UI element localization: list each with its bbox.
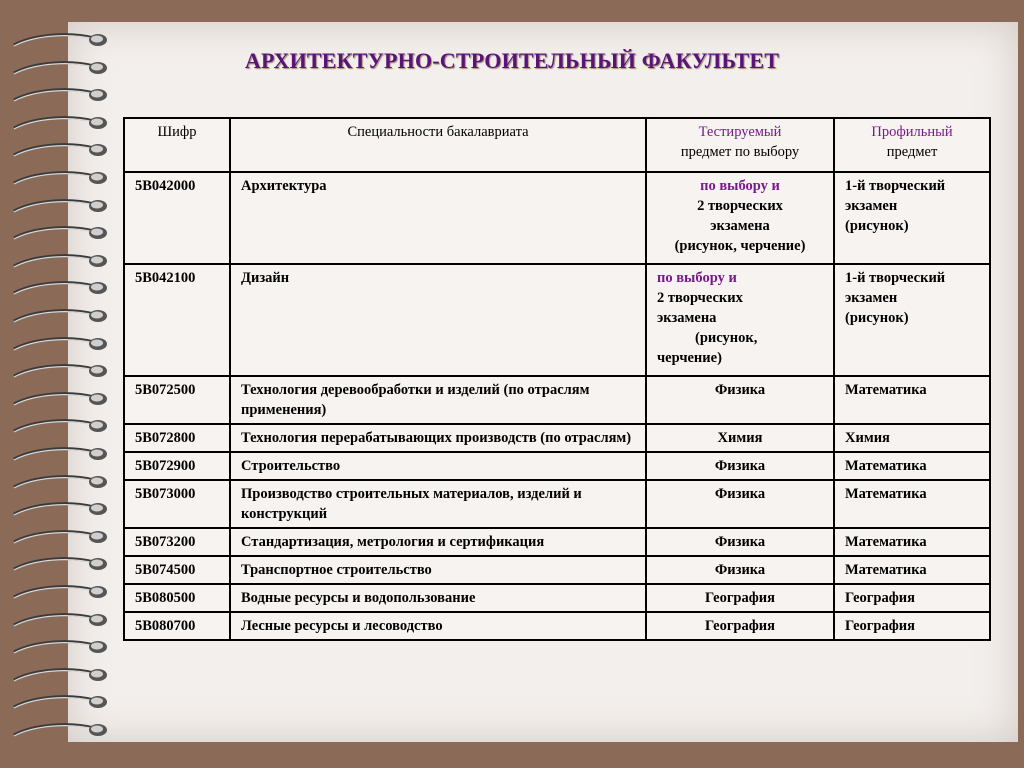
spiral-ring-icon [10, 140, 110, 162]
row-profile: Математика [834, 556, 990, 584]
row-profile: Математика [834, 376, 990, 424]
spiral-ring-icon [10, 113, 110, 135]
profile-line: 1-й творческий [845, 270, 946, 286]
spiral-ring-icon [10, 168, 110, 190]
spiral-ring-icon [10, 582, 110, 604]
spiral-ring-icon [10, 278, 110, 300]
table-row [124, 424, 990, 452]
row-profile [834, 264, 990, 376]
spiral-ring-icon [10, 499, 110, 521]
spiral-ring-icon [10, 389, 110, 411]
row-name: Лесные ресурсы и лесоводство [230, 612, 646, 640]
profile-line: 1-й творческий [845, 178, 946, 194]
row-tested: Физика [646, 452, 834, 480]
row-name: Архитектура [230, 172, 646, 264]
table-header-row [124, 118, 990, 172]
specialties-table [123, 117, 991, 641]
table-row [124, 584, 990, 612]
spiral-ring-icon [10, 444, 110, 466]
spiral-ring-icon [10, 610, 110, 632]
spiral-ring-icon [10, 527, 110, 549]
spiral-ring-icon [10, 196, 110, 218]
header-profile-line1: Профильный [871, 124, 953, 140]
row-name: Технология перерабатывающих производств (по отраслям) [230, 424, 646, 452]
row-profile: Математика [834, 480, 990, 528]
row-profile: Химия [834, 424, 990, 452]
tested-line: (рисунок, черчение) [674, 238, 806, 254]
header-tested-line2: предмет по выбору [680, 144, 800, 160]
header-tested [646, 118, 834, 172]
row-tested: География [646, 612, 834, 640]
row-code: 5B042000 [124, 172, 230, 264]
tested-line: экзамена [657, 310, 717, 326]
row-code: 5B080500 [124, 584, 230, 612]
row-name: Технология деревообработки и изделий (по отраслям применения) [230, 376, 646, 424]
table-row [124, 452, 990, 480]
row-name: Водные ресурсы и водопользование [230, 584, 646, 612]
profile-line: (рисунок) [845, 218, 909, 234]
row-profile: Математика [834, 452, 990, 480]
row-tested: Физика [646, 480, 834, 528]
row-tested [646, 172, 834, 264]
spiral-ring-icon [10, 306, 110, 328]
row-code: 5B072900 [124, 452, 230, 480]
row-code: 5B073000 [124, 480, 230, 528]
row-code: 5B073200 [124, 528, 230, 556]
row-code: 5B072500 [124, 376, 230, 424]
table-row [124, 376, 990, 424]
row-profile [834, 172, 990, 264]
row-code: 5B072800 [124, 424, 230, 452]
table-row [124, 480, 990, 528]
row-name: Строительство [230, 452, 646, 480]
tested-line: (рисунок, [695, 330, 758, 346]
spiral-ring-icon [10, 554, 110, 576]
tested-line: экзамена [710, 218, 770, 234]
tested-line: черчение) [657, 350, 722, 366]
row-tested: География [646, 584, 834, 612]
row-name: Производство строительных материалов, изделий и конструкций [230, 480, 646, 528]
row-name: Стандартизация, метрология и сертификация [230, 528, 646, 556]
table-row [124, 264, 990, 376]
spiral-binding [0, 0, 135, 768]
header-tested-line1: Тестируемый [698, 124, 782, 140]
row-profile: География [834, 584, 990, 612]
spiral-ring-icon [10, 720, 110, 742]
tested-line: по выбору и [700, 178, 780, 194]
header-specialty: Специальности бакалавриата [230, 118, 646, 172]
header-code: Шифр [124, 118, 230, 172]
tested-line: по выбору и [657, 270, 737, 286]
profile-line: экзамен [845, 198, 898, 214]
profile-line: экзамен [845, 290, 898, 306]
table-row [124, 556, 990, 584]
spiral-ring-icon [10, 334, 110, 356]
table-row [124, 612, 990, 640]
tested-line: 2 творческих [697, 198, 783, 214]
profile-line: (рисунок) [845, 310, 909, 326]
spiral-ring-icon [10, 251, 110, 273]
row-code: 5B080700 [124, 612, 230, 640]
row-name: Дизайн [230, 264, 646, 376]
spiral-ring-icon [10, 692, 110, 714]
spiral-ring-icon [10, 472, 110, 494]
header-profile-line2: предмет [886, 144, 938, 160]
spiral-ring-icon [10, 637, 110, 659]
row-profile: Математика [834, 528, 990, 556]
header-profile [834, 118, 990, 172]
row-tested: Физика [646, 556, 834, 584]
row-tested: Физика [646, 376, 834, 424]
row-profile: География [834, 612, 990, 640]
spiral-ring-icon [10, 223, 110, 245]
row-tested: Химия [646, 424, 834, 452]
row-code: 5B074500 [124, 556, 230, 584]
spiral-ring-icon [10, 416, 110, 438]
table-row [124, 172, 990, 264]
row-tested: Физика [646, 528, 834, 556]
spiral-ring-icon [10, 361, 110, 383]
row-tested [646, 264, 834, 376]
spiral-ring-icon [10, 85, 110, 107]
row-name: Транспортное строительство [230, 556, 646, 584]
tested-line: 2 творческих [657, 290, 743, 306]
spiral-ring-icon [10, 665, 110, 687]
row-code: 5B042100 [124, 264, 230, 376]
page-title: АРХИТЕКТУРНО-СТРОИТЕЛЬНЫЙ ФАКУЛЬТЕТ [244, 48, 780, 73]
table-row [124, 528, 990, 556]
